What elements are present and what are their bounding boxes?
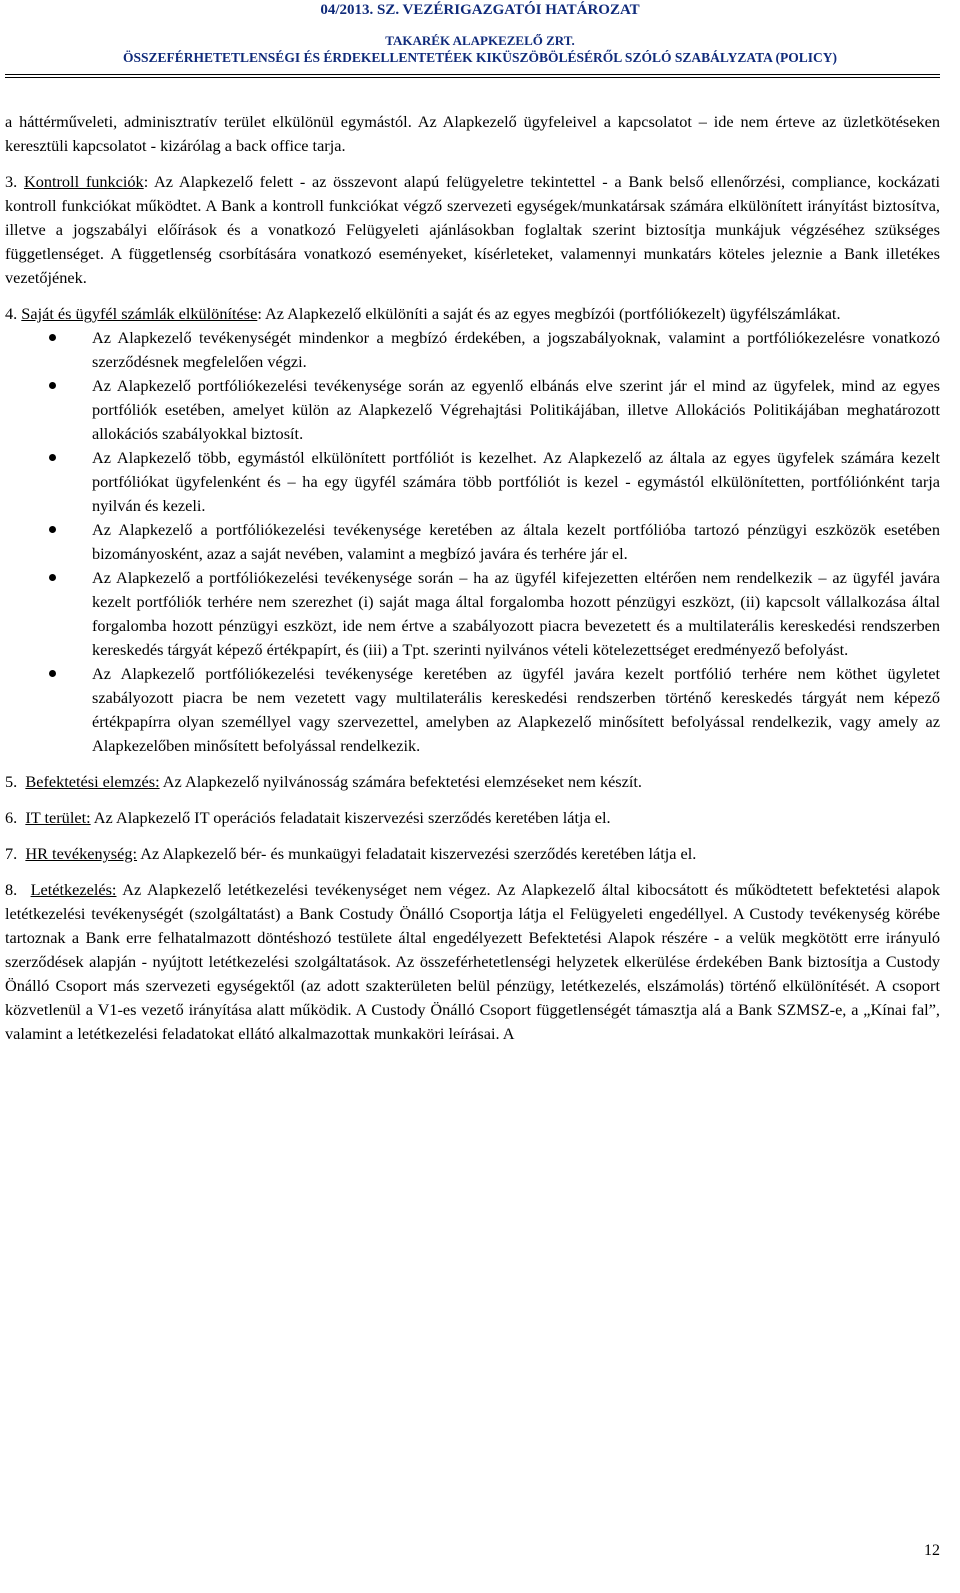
- list-item-text: Az Alapkezelő a portfóliókezelési tevékenysége keretében az általa kezelt portfólióba tartozó pénzügyi eszközök esetében bizományosként, azaz a saját nevében, valamint a megbízó javára és terhére jár el.: [92, 520, 940, 563]
- bullet-icon: [49, 526, 56, 533]
- list-item: [5, 446, 940, 518]
- company-name: TAKARÉK ALAPKEZELŐ ZRT.: [385, 33, 575, 48]
- bullet-icon: [49, 382, 56, 389]
- list-item: [5, 566, 940, 662]
- document-header: [0, 0, 960, 66]
- section-8-number: 8.: [5, 880, 18, 899]
- section-5-number: 5.: [5, 772, 18, 791]
- list-item-text: Az Alapkezelő a portfóliókezelési tevékenysége során – ha az ügyfél kifejezetten eltérően nem rendelkezik – az ügyfél javára kezelt portfóliók terhére nem szerezhet (i) saját maga által forgalomba hozott pénzügyi eszközt, (ii) kapcsolt vállalkozása által forgalomba hozott pénzügyi eszközt, ide nem értve a szabályozott piacra bevezetett és a multilaterális kereskedési rendszerben kereskedés tárgyát képező értékpapírt, és (iii) a Tpt. szerinti nyilvános vételi kötelezettséget eredményező befolyást.: [92, 568, 940, 659]
- section-7-number: 7.: [5, 844, 18, 863]
- section-5-text: Az Alapkezelő nyilvánosság számára befektetési elemzéseket nem készít.: [159, 772, 642, 791]
- section-7-title: HR tevékenység:: [25, 844, 138, 863]
- list-item: [5, 326, 940, 374]
- section-4-number: 4.: [5, 304, 18, 323]
- section-6-text: Az Alapkezelő IT operációs feladatait kiszervezési szerződés keretében látja el.: [90, 808, 611, 827]
- resolution-title: 04/2013. SZ. VEZÉRIGAZGATÓI HATÁROZAT: [320, 2, 640, 18]
- list-item-text: Az Alapkezelő több, egymástól elkülönített portfóliót is kezelhet. Az Alapkezelő az általa az egyes ügyfelek számára kezelt portfóliókat ügyfelenként és – ha egy ügyfél számára több portfóliót is kezel - egymástól elkülönítetten, portfóliónként tarja nyilván és kezeli.: [92, 448, 940, 515]
- header-rule: [5, 74, 940, 75]
- section-3-text: : Az Alapkezelő felett - az összevont alapú felügyeletre tekintettel - a Bank belső ellenőrzési, compliance, kockázati kontroll funkciókat működtet. A Bank a kontroll funkciókat végző szervezeti egységek/munkatársak számára elkülönített irányítást biztosítva, illetve a jogszabályi előírások és a vonatkozó Felügyeleti ajánlásokban foglaltak szerint biztosítja munkájuk végzéséhez szükséges függetlenséget. A függetlenség csorbítására vonatkozó eseményeket, kísérleteket, valamennyi munkatárs köteles jeleznie a Bank illetékes vezetőjének.: [5, 172, 940, 287]
- section-7: [5, 842, 940, 866]
- section-6-title: IT terület:: [25, 808, 91, 827]
- section-6-number: 6.: [5, 808, 18, 827]
- page-number: 12: [924, 1542, 940, 1559]
- document-body: [5, 110, 940, 1058]
- list-item: [5, 518, 940, 566]
- section-3: [5, 170, 940, 290]
- list-item: [5, 662, 940, 758]
- list-item-text: Az Alapkezelő portfóliókezelési tevékenysége keretében az ügyfél javára kezelt portfólió terhére nem köthet ügyletet szabályozott piacra be nem vezetett vagy multilaterális kereskedési rendszerben történő kereskedés tárgyát nem képező értékpapírra olyan személlyel vagy szervezettel, amelyben az Alapkezelő minősített befolyással rendelkezik, vagy amely az Alapkezelőben minősített befolyással rendelkezik.: [92, 664, 940, 755]
- section-4-bullet-list: [5, 326, 940, 758]
- section-8: [5, 878, 940, 1046]
- section-4-title: Saját és ügyfél számlák elkülönítése: [21, 304, 258, 323]
- section-5-title: Befektetési elemzés:: [25, 772, 160, 791]
- section-3-title: Kontroll funkciók: [23, 172, 144, 191]
- list-item-text: Az Alapkezelő portfóliókezelési tevékenysége során az egyenlő elbánás elve szerint jár el mind az ügyfelek, mind az egyes portfóliók esetében, amelyet külön az Alapkezelő Végrehajtási Politikájában, illetve Allokációs Politikájában meghatározott allokációs szabályokkal biztosít.: [92, 376, 940, 443]
- bullet-icon: [49, 574, 56, 581]
- list-item: [5, 374, 940, 446]
- policy-title: ÖSSZEFÉRHETETLENSÉGI ÉS ÉRDEKELLENTETÉEK KIKÜSZÖBÖLÉSÉRŐL SZÓLÓ SZABÁLYZATA (POLICY): [123, 50, 837, 65]
- header-rule-double: [5, 77, 940, 78]
- section-8-title: Letétkezelés:: [30, 880, 117, 899]
- bullet-icon: [49, 670, 56, 677]
- bullet-icon: [49, 334, 56, 341]
- section-7-text: Az Alapkezelő bér- és munkaügyi feladatait kiszervezési szerződés keretében látja el.: [137, 844, 697, 863]
- section-8-text: Az Alapkezelő letétkezelési tevékenységet nem végez. Az Alapkezelő által kibocsátott és működtetett befektetési alapok letétkezelési tevékenységét (szolgáltatást) a Bank Costudy Önálló Csoportja látja el Felügyeleti engedéllyel. A Custody tevékenység körébe tartoznak a Bank erre felhatalmazott döntéshozó testülete által engedélyezett Befektetési Alapok részére - a velük megkötött erre irányuló szerződések alapján - nyújtott letétkezelési szolgáltatások. Az összeférhetetlenségi helyzetek elkerülése érdekében Bank biztosítja a Custody Önálló Csoport más szervezeti egységektől (az adott szakterületen belül pénzügy, letétkezelés, elszámolás) történő elkülönítését. A csoport közvetlenül a V1-es vezető irányítása alatt működik. A Custody Önálló Csoport függetlenségét támasztja alá a Bank SZMSZ-e, a „Kínai fal”, valamint a letétkezelési feladatokat ellátó alkalmazottak munkaköri leírásai. A: [5, 880, 941, 1043]
- intro-paragraph: a háttérműveleti, adminisztratív terület elkülönül egymástól. Az Alapkezelő ügyfeleivel a kapcsolatot – ide nem érteve az üzletkötéseken keresztüli kapcsolatot - kizárólag a back office tarja.: [5, 112, 940, 155]
- section-6: [5, 806, 940, 830]
- section-5: [5, 770, 940, 794]
- bullet-icon: [49, 454, 56, 461]
- list-item-text: Az Alapkezelő tevékenységét mindenkor a megbízó érdekében, a jogszabályoknak, valamint a portfóliókezelésre vonatkozó szerződésnek megfelelően végzi.: [92, 328, 940, 371]
- section-4: [5, 302, 940, 326]
- section-3-number: 3.: [5, 172, 18, 191]
- section-4-text: : Az Alapkezelő elkülöníti a saját és az egyes megbízói (portfóliókezelt) ügyfélszámlákat.: [257, 304, 841, 323]
